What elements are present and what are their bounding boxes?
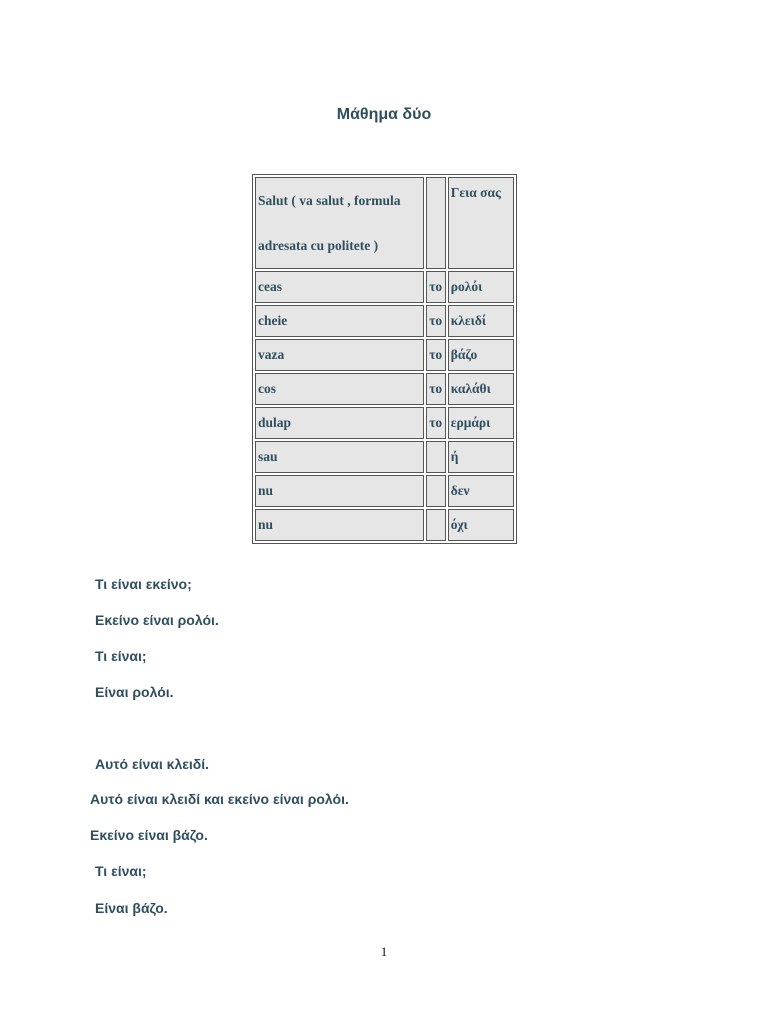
greek-word-cell: καλάθι [448,373,514,405]
greek-word-cell: Γεια σας [448,177,514,269]
romanian-word-cell: vaza [255,339,424,371]
article-cell: το [426,339,446,371]
romanian-word-cell: cos [255,373,424,405]
table-row [255,407,514,439]
table-row [255,373,514,405]
table-row [255,475,514,507]
article-cell: το [426,373,446,405]
greek-word-cell: δεν [448,475,514,507]
table-row [255,177,514,269]
sentence-line: Είναι βάζο. [95,900,168,916]
table-row [255,271,514,303]
romanian-word-cell: cheie [255,305,424,337]
greek-word-cell: όχι [448,509,514,541]
sentence-line: Τι είναι; [95,648,147,664]
article-cell: το [426,305,446,337]
page-number: 1 [380,944,388,959]
romanian-word-cell: Salut ( va salut , formula adresata cu politete ) [255,177,424,269]
greek-word-cell: ρολόι [448,271,514,303]
article-cell [426,475,446,507]
romanian-word-cell: sau [255,441,424,473]
table-row [255,509,514,541]
romanian-word-cell: dulap [255,407,424,439]
article-cell: το [426,407,446,439]
table-row [255,305,514,337]
greek-word-cell: ερμάρι [448,407,514,439]
sentence-line: Εκείνο είναι βάζο. [90,827,208,843]
article-cell [426,177,446,269]
article-cell [426,509,446,541]
sentence-line: Τι είναι εκείνο; [95,576,192,592]
romanian-word-cell: nu [255,475,424,507]
sentence-line: Είναι ρολόι. [95,684,174,700]
page-title: Μάθημα δύο [336,106,432,123]
article-cell: το [426,271,446,303]
greek-word-cell: βάζο [448,339,514,371]
romanian-word-cell: nu [255,509,424,541]
greek-word-cell: κλειδί [448,305,514,337]
sentence-line: Αυτό είναι κλειδί και εκείνο είναι ρολόι. [90,791,349,807]
sentence-line: Τι είναι; [95,863,147,879]
table-row [255,339,514,371]
article-cell [426,441,446,473]
sentence-line: Αυτό είναι κλειδί. [95,756,210,772]
greek-word-cell: ή [448,441,514,473]
sentence-line: Εκείνο είναι ρολόι. [95,612,219,628]
vocabulary-table [252,174,517,544]
romanian-word-cell: ceas [255,271,424,303]
table-row [255,441,514,473]
